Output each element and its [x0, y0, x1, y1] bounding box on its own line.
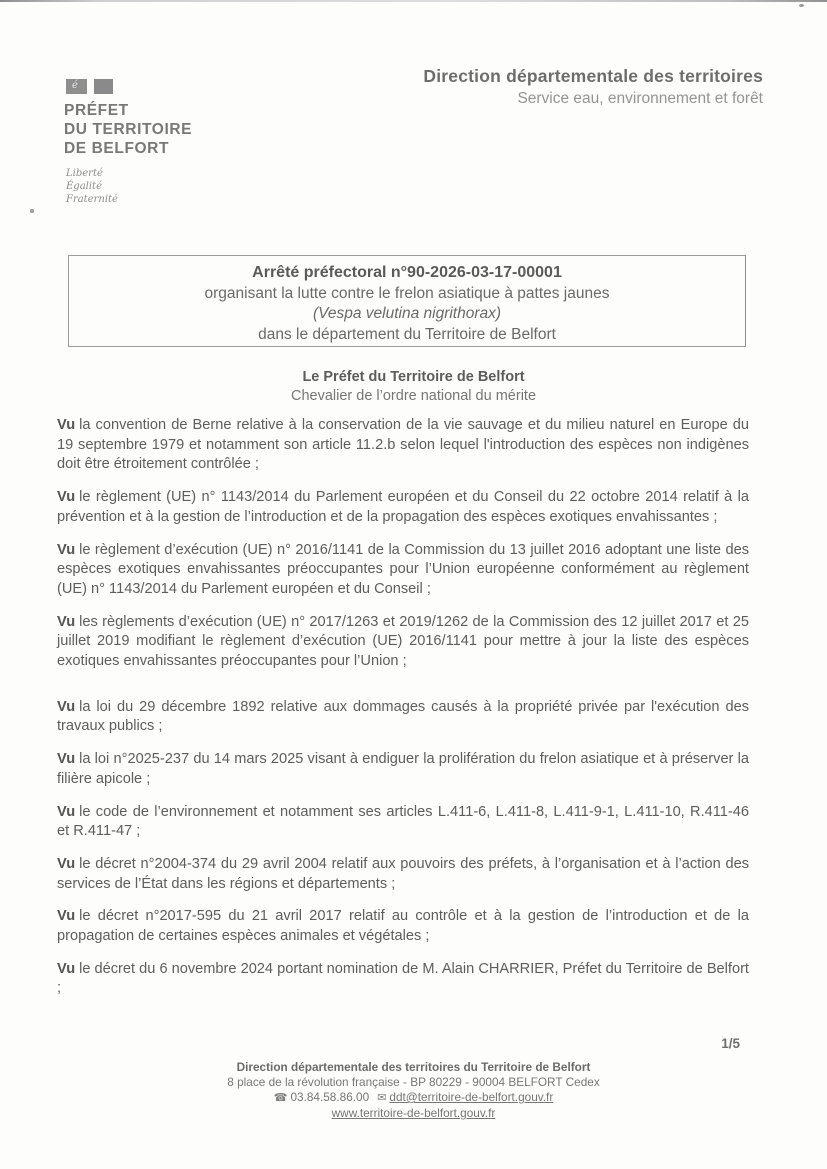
- vu-lead: Vu: [57, 613, 76, 630]
- issuer-block: [0, 368, 827, 406]
- vu-text: le code de l’environnement et notamment ses articles L.411-6, L.411-8, L.411-9-1, L.411-10, R.411-46 et R.411-47 ;: [57, 803, 749, 840]
- issuer-title: Le Préfet du Territoire de Belfort: [302, 369, 525, 385]
- vu-text: la loi du 29 décembre 1892 relative aux dommages causés à la propriété privée par l'exécution des travaux publics ;: [57, 698, 749, 735]
- vu-lead: Vu: [57, 751, 76, 768]
- vu-lead: Vu: [57, 855, 76, 872]
- scan-speck: [799, 4, 804, 7]
- vu-paragraph-10: [57, 960, 749, 999]
- vu-paragraph-6: [57, 750, 749, 789]
- vu-paragraph-8: [57, 855, 749, 894]
- service-subtitle: Service eau, environnement et forêt: [517, 90, 763, 107]
- vu-paragraph-9: [57, 907, 749, 946]
- service-title: Direction départementale des territoires: [423, 66, 763, 86]
- issuer-honor: Chevalier de l’ordre national du mérite: [290, 388, 537, 404]
- flag-left-block: [66, 79, 87, 94]
- vu-lead: Vu: [57, 803, 76, 820]
- vu-paragraph-5: [57, 698, 749, 737]
- decree-title-box: [68, 255, 746, 347]
- vu-text: le décret n°2004-374 du 29 avril 2004 relatif aux pouvoirs des préfets, à l’organisation et à l’action des services de l’État dans les régions et départements ;: [57, 855, 749, 892]
- vu-paragraph-4: [57, 613, 749, 672]
- page-number: 1/5: [721, 1036, 740, 1051]
- motto-fraternite: Fraternité: [66, 194, 118, 205]
- vu-text: le décret du 6 novembre 2024 portant nomination de M. Alain CHARRIER, Préfet du Territoire de Belfort ;: [57, 960, 749, 997]
- vu-lead: Vu: [57, 908, 76, 925]
- vu-lead: Vu: [57, 417, 76, 433]
- decree-species-latin-name: (Vespa velutina nigrithorax): [312, 305, 502, 322]
- recitals-body: [57, 416, 749, 1012]
- vu-paragraph-7: [57, 803, 749, 842]
- motto-egalite: Égalité: [66, 181, 102, 192]
- prefecture-name: [64, 101, 192, 158]
- prefecture-name-line1: PRÉFET: [64, 102, 129, 119]
- vu-text: la convention de Berne relative à la conservation de la vie sauvage et du milieu naturel en Europe du 19 septembre 1979 et notamment son article 11.2.b selon lequel l'introduction des espèces non indigènes doit être étroitement contrôlée ;: [57, 417, 749, 473]
- vu-lead: Vu: [57, 960, 76, 977]
- vu-text: les règlements d’exécution (UE) n° 2017/1263 et 2019/1262 de la Commission des 12 juillet 2017 et 25 juillet 2019 modifiant le règlement d’exécution (UE) 2016/1141 pour mettre à jour la liste des espèces exotiques envahissantes préoccupantes pour l’Union ;: [57, 613, 749, 670]
- footer-website-line: [0, 1106, 827, 1121]
- footer: [0, 1060, 827, 1121]
- vu-paragraph-1: [57, 416, 749, 475]
- vu-paragraph-3: [57, 541, 749, 600]
- vu-lead: Vu: [57, 489, 76, 506]
- vu-text: le règlement d’exécution (UE) n° 2016/1141 de la Commission du 13 juillet 2016 adoptant une liste des espèces exotiques envahissantes préoccupantes pour l’Union européenne conformément au règlement (UE) n° 1143/2014 du Parlement européen et du Conseil ;: [57, 541, 749, 597]
- scan-edge-artifact: [0, 0, 827, 2]
- vu-text: le décret n°2017-595 du 21 avril 2017 relatif au contrôle et à la gestion de l’introduction et de la propagation de certaines espèces animales et végétales ;: [57, 908, 749, 945]
- footer-contact-line: [0, 1090, 827, 1106]
- prefecture-name-line3: DE BELFORT: [64, 140, 170, 157]
- decree-subject-line2: dans le département du Territoire de Belfort: [258, 325, 556, 343]
- vu-text: la loi n°2025-237 du 14 mars 2025 visant à endiguer la prolifération du frelon asiatique et à préserver la filière apicole ;: [57, 751, 749, 787]
- motto-liberte: Liberté: [66, 168, 103, 179]
- vu-paragraph-2: [57, 488, 749, 527]
- envelope-icon: ✉: [377, 1092, 387, 1104]
- republic-motto: [66, 167, 192, 206]
- footer-website-link[interactable]: www.territoire-de-belfort.gouv.fr: [331, 1106, 496, 1120]
- footer-email-link[interactable]: ddt@territoire-de-belfort.gouv.fr: [389, 1090, 554, 1104]
- scan-speck: [30, 209, 34, 213]
- footer-address: 8 place de la révolution française - BP 80229 - 90004 BELFORT Cedex: [227, 1075, 600, 1089]
- service-header: [423, 66, 763, 108]
- decree-number: Arrêté préfectoral n°90-2026-03-17-00001: [252, 264, 562, 281]
- prefecture-logo: [64, 78, 192, 206]
- footer-phone: 03.84.58.86.00: [290, 1090, 370, 1104]
- vu-lead: Vu: [57, 698, 76, 715]
- vu-lead: Vu: [57, 541, 76, 558]
- telephone-icon: ☎: [273, 1092, 288, 1104]
- decree-subject-line1: organisant la lutte contre le frelon asiatique à pattes jaunes: [204, 284, 610, 302]
- vu-text: le règlement (UE) n° 1143/2014 du Parlement européen et du Conseil du 22 octobre 2014 relatif à la prévention et à la gestion de l’introduction et de la propagation des espèces exotiques envahissantes ;: [57, 489, 749, 525]
- flag-right-block: [94, 79, 113, 94]
- marianne-flag-icon: [66, 78, 192, 95]
- prefecture-name-line2: DU TERRITOIRE: [64, 121, 193, 138]
- footer-office-name: Direction départementale des territoires du Territoire de Belfort: [236, 1060, 591, 1074]
